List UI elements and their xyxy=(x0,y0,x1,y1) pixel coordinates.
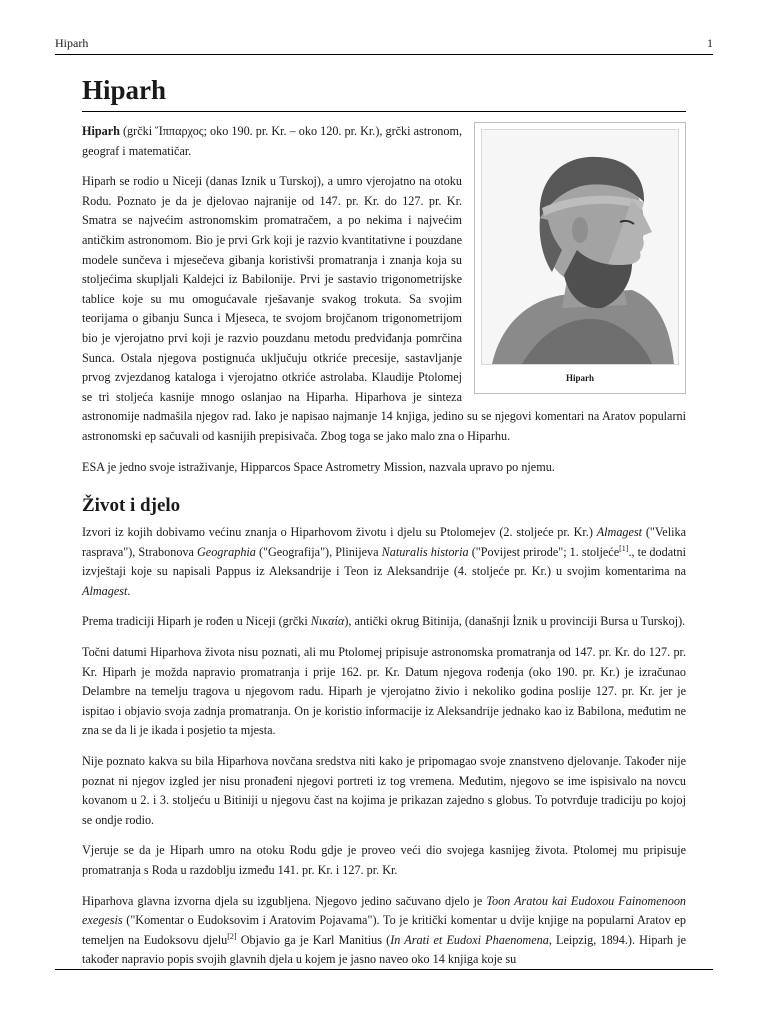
article-body xyxy=(82,73,686,981)
section-paragraph-2: Prema tradiciji Hiparh je rođen u Niceji (grčki Νικαία), antički okrug Bitinija, (današnji İznik u provinciji Bursa u Turskoj). xyxy=(82,614,686,629)
page-number: 1 xyxy=(707,36,713,50)
portrait-figure xyxy=(474,122,686,394)
figure-caption: Hiparh xyxy=(565,373,594,383)
running-header-title: Hiparh xyxy=(55,36,89,50)
page-title: Hiparh xyxy=(82,73,686,112)
section-paragraph-6: Hiparhova glavna izvorna djela su izgubljena. Njegovo jedino sačuvano djelo je Toon Aratou kai Eudoxou Fainomenoon exegesis ("Komentar o Eudoksovim i Aratovim Pojavama"). To je kritički komentar u dvije knjige na popularni Aratov ep temeljen na Eudoksovu djelu[2] Objavio ga je Karl Manitius (In Arati et Eudoxi Phaenomena, Leipzig, 1894.). Hiparh je također napravio popis svojih glavnih djela u kojem je jasno naveo oko 14 knjiga koje su xyxy=(82,893,687,967)
intro-paragraph-2: Hiparh se rodio u Niceji (danas Iznik u Turskoj), a umro vjerojatno na otoku Rodu. Poznato je da je djelovao najranije od 147. pr. Kr. do 127. pr. Kr. Smatra se najvećim astronomskim promatračem, a po nekima i najvećim antičkim astronomom. Bio je prvi Grk koji je razvio kvantitativne i pouzdane modele sunčeva i mjesečeva gibanja koristivši promatranja i znanja koja su stoljećima skupljali Kaldejci iz Babilonije. Prvi je sastavio trigonometrijske tablice koje su mu omogućavale rješavanje svakog trokuta. Sa svojim teorijama o gibanju Sunca i Mjeseca, te svojom brojčanom trigonometrijom bio je vjerojatno prvi koji je razvio pouzdanu metodu predviđanja pomrčina Sunca. Ostala njegova postignuća uključuju otkriće precesije, sastavljanje prvog zvjezdanog kataloga i vjerojatno otkriće astrolaba. Klaudije Ptolomej se tri stoljeća kasnije mnogo oslanjao na Hiparha. Hiparhova je sinteza astronomije nadmašila njegov rad. Iako je napisao najmanje 14 knjiga, jedino su se njegovi komentari na Aratov popularni astronomski ep sačuvali od kasnijih prepisivača. Zbog toga se jako malo zna o Hiparhu. xyxy=(82,174,686,443)
bust-illustration xyxy=(482,130,678,364)
section-paragraph-3: Točni datumi Hiparhova života nisu poznati, ali mu Ptolomej pripisuje astronomska promatranja od 147. pr. Kr. do 127. pr. Kr. Hiparh je možda napravio promatranja i prije 162. pr. Kr. Datum njegova rođenja (oko 190. pr. Kr.) je izračunao Delambre na temelju tragova u njegovom radu. Hiparh je vjerojatno živio i nekoliko godina poslije 127. pr. Kr. jer je ispitao i objavio svoja zadnja promatranja. On je koristio informacije iz Aleksandrije jednako kao iz Babilona, međutim ne zna se da li je ikada i posjetio ta mjesta. xyxy=(82,645,686,738)
footnote-ref-1[interactable]: [1] xyxy=(619,543,629,553)
section-paragraph-1: Izvori iz kojih dobivamo većinu znanja o Hiparhovom životu i djelu su Ptolomejev (2. stoljeće pr. Kr.) Almagest ("Velika rasprava"), Strabonova Geographia ("Geografija"), Plinijeva Naturalis historia ("Povijest prirode"; 1. stoljeće[1]., te dodatni izvještaji koje su napisali Pappus iz Aleksandrije i Teon iz Aleksandrije (4. stoljeće pr. Kr.) u svojim komentarima na Almagest. xyxy=(82,525,686,598)
hipparchus-portrait-image xyxy=(481,129,679,365)
section-heading: Život i djelo xyxy=(82,495,181,517)
footnote-ref-2[interactable]: [2] xyxy=(227,931,237,941)
running-header xyxy=(55,36,713,55)
subject-name: Hiparh xyxy=(82,124,120,138)
intro-paragraph-1: Hiparh (grčki Ἵππαρχος; oko 190. pr. Kr. – oko 120. pr. Kr.), grčki astronom, geograf i matematičar. xyxy=(82,124,462,158)
section-paragraph-5: Vjeruje se da je Hiparh umro na otoku Rodu gdje je proveo veći dio svojega kasnijeg života. Ptolomej mu pripisuje promatranja s Roda u razdoblju između 141. pr. Kr. i 127. pr. Kr. xyxy=(82,843,686,877)
intro-paragraph-3: ESA je jedno svoje istraživanje, Hipparcos Space Astrometry Mission, nazvala upravo po njemu. xyxy=(82,459,555,474)
footer-rule xyxy=(55,969,713,970)
section-paragraph-4: Nije poznato kakva su bila Hiparhova novčana sredstva niti kako je pripomagao svoje znanstveno djelovanje. Također nije poznat ni njegov izgled jer nisu pronađeni njegovi portreti iz tog vremena. Međutim, njegovo se ime ispisivalo na novcu kovanom u 2. i 3. stoljeću u Bitiniji u njegovu čast na kojima je prikazan zajedno s globus. To potvrđuje tradiciju po kojoj se ondje rodio. xyxy=(82,754,686,827)
